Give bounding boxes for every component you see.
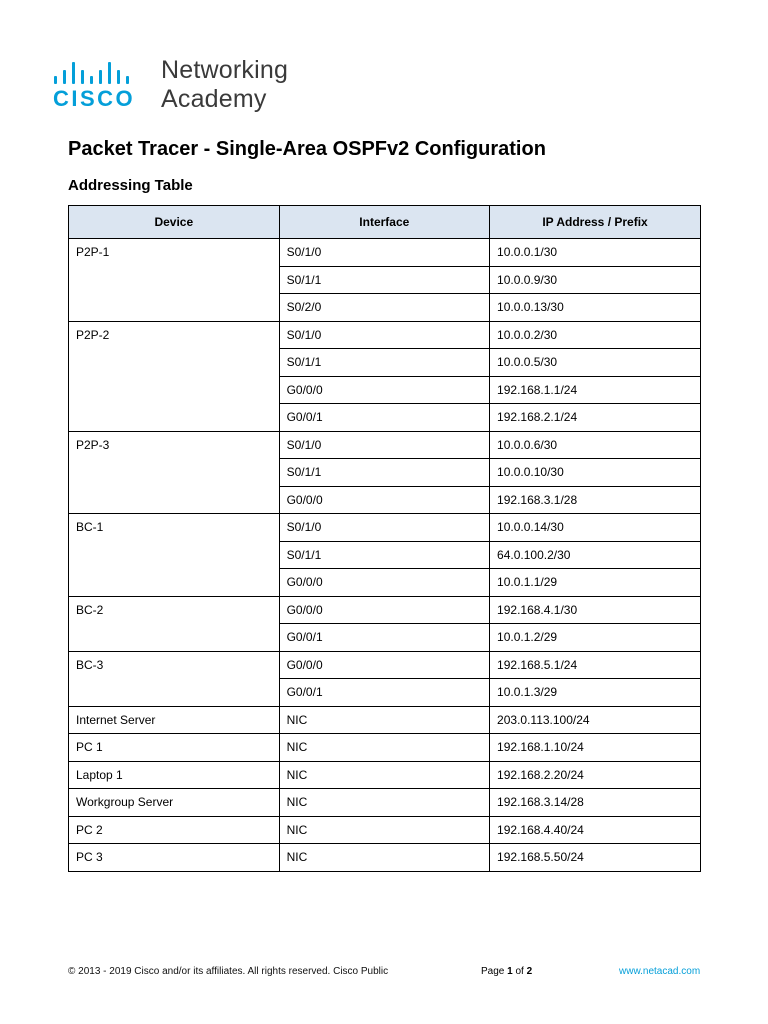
ip-address-cell: 192.168.3.14/28 [490,789,701,817]
device-cell: BC-1 [69,514,280,597]
interface-cell: NIC [279,761,489,789]
logo-networking-text: Networking [161,56,289,84]
ip-address-cell: 10.0.0.5/30 [490,349,701,377]
addressing-table [68,205,701,872]
interface-cell: G0/0/0 [279,486,489,514]
ip-address-cell: 192.168.4.1/30 [490,596,701,624]
device-cell: BC-3 [69,651,280,706]
table-body [69,239,701,872]
ip-address-cell: 192.168.1.1/24 [490,376,701,404]
footer-page-number: Page 1 of 2 [481,966,533,977]
device-cell: P2P-2 [69,321,280,431]
table-row [69,321,701,349]
interface-cell: S0/1/0 [279,239,489,267]
interface-cell: G0/0/1 [279,624,489,652]
table-row [69,514,701,542]
footer-copyright: © 2013 - 2019 Cisco and/or its affiliates. All rights reserved. Cisco Public [68,966,389,977]
cisco-wordmark: CISCO [53,86,136,111]
ip-address-cell: 10.0.0.13/30 [490,294,701,322]
ip-address-cell: 203.0.113.100/24 [490,706,701,734]
interface-cell: G0/0/1 [279,404,489,432]
table-row [69,761,701,789]
cisco-bars-icon [54,62,144,84]
interface-cell: NIC [279,844,489,872]
interface-cell: S0/1/0 [279,514,489,542]
table-row [69,789,701,817]
header-ip-address: IP Address / Prefix [490,206,701,239]
header-interface: Interface [279,206,489,239]
device-cell: P2P-1 [69,239,280,322]
ip-address-cell: 10.0.1.3/29 [490,679,701,707]
interface-cell: NIC [279,789,489,817]
table-row [69,844,701,872]
device-cell: PC 2 [69,816,280,844]
device-cell: PC 1 [69,734,280,762]
ip-address-cell: 10.0.0.14/30 [490,514,701,542]
ip-address-cell: 192.168.5.50/24 [490,844,701,872]
interface-cell: S0/1/1 [279,266,489,294]
interface-cell: S0/2/0 [279,294,489,322]
interface-cell: S0/1/0 [279,321,489,349]
ip-address-cell: 192.168.1.10/24 [490,734,701,762]
ip-address-cell: 10.0.0.1/30 [490,239,701,267]
interface-cell: G0/0/1 [279,679,489,707]
interface-cell: S0/1/1 [279,541,489,569]
networking-academy-logo [52,56,312,120]
device-cell: BC-2 [69,596,280,651]
interface-cell: S0/1/1 [279,459,489,487]
interface-cell: NIC [279,816,489,844]
interface-cell: S0/1/0 [279,431,489,459]
interface-cell: G0/0/0 [279,651,489,679]
ip-address-cell: 10.0.0.10/30 [490,459,701,487]
table-row [69,596,701,624]
interface-cell: G0/0/0 [279,596,489,624]
interface-cell: NIC [279,734,489,762]
footer-website-link[interactable]: www.netacad.com [619,966,701,977]
device-cell: P2P-3 [69,431,280,514]
interface-cell: G0/0/0 [279,376,489,404]
table-header-row [69,206,701,239]
table-row [69,239,701,267]
interface-cell: G0/0/0 [279,569,489,597]
ip-address-cell: 10.0.0.9/30 [490,266,701,294]
interface-cell: NIC [279,706,489,734]
header-device: Device [69,206,280,239]
device-cell: Workgroup Server [69,789,280,817]
ip-address-cell: 192.168.4.40/24 [490,816,701,844]
page-title: Packet Tracer - Single-Area OSPFv2 Configuration [68,138,546,160]
ip-address-cell: 192.168.2.1/24 [490,404,701,432]
ip-address-cell: 192.168.5.1/24 [490,651,701,679]
interface-cell: S0/1/1 [279,349,489,377]
device-cell: Laptop 1 [69,761,280,789]
table-row [69,734,701,762]
ip-address-cell: 192.168.2.20/24 [490,761,701,789]
section-heading: Addressing Table [68,177,193,194]
table-row [69,651,701,679]
table-row [69,431,701,459]
table-row [69,706,701,734]
ip-address-cell: 10.0.0.2/30 [490,321,701,349]
device-cell: PC 3 [69,844,280,872]
ip-address-cell: 192.168.3.1/28 [490,486,701,514]
table-row [69,816,701,844]
device-cell: Internet Server [69,706,280,734]
ip-address-cell: 10.0.0.6/30 [490,431,701,459]
ip-address-cell: 10.0.1.1/29 [490,569,701,597]
ip-address-cell: 64.0.100.2/30 [490,541,701,569]
logo-academy-text: Academy [161,85,267,113]
ip-address-cell: 10.0.1.2/29 [490,624,701,652]
